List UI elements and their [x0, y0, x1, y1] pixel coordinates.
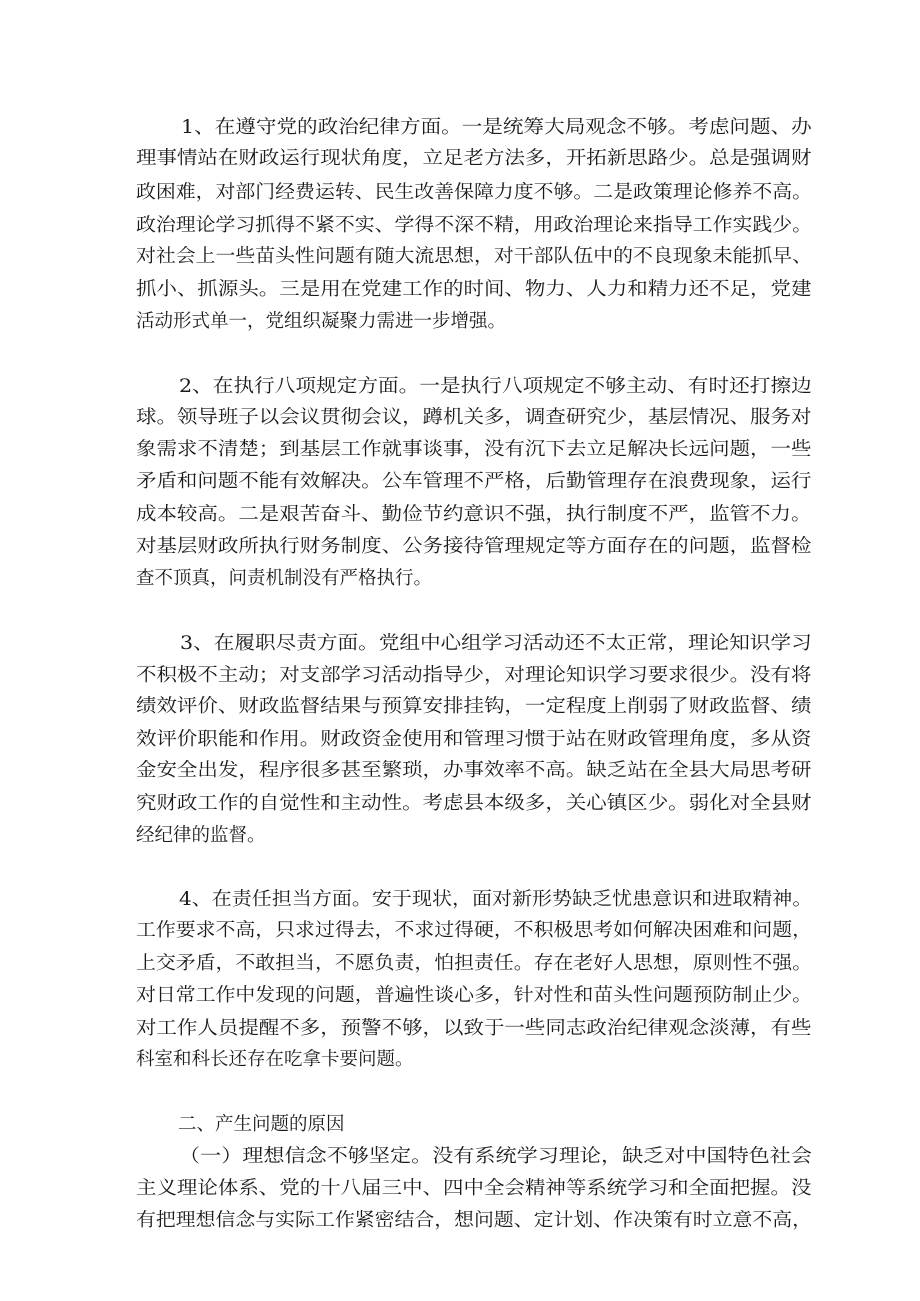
paragraph-1-line: 活动形式单一，党组织凝聚力需进一步增强。 — [136, 311, 507, 332]
paragraph-4-line: 工作要求不高，只求过得去，不求过得硬，不积极思考如何解决困难和问题， — [136, 920, 813, 941]
paragraph-5-line: 有把理想信念与实际工作紧密结合，想问题、定计划、作决策有时立意不高， — [136, 1210, 813, 1231]
paragraph-4-heading-line: 4、在责任担当方面。安于现状，面对新形势缺乏忧患意识和进取精神。 — [179, 889, 813, 910]
paragraph-2-line: 查不顶真，问责机制没有严格执行。 — [136, 568, 433, 589]
paragraph-2-heading-line: 2、在执行八项规定方面。一是执行八项规定不够主动、有时还打擦边 — [179, 376, 812, 397]
paragraph-2-line: 成本较高。二是艰苦奋斗、勤俭节约意识不强，执行制度不严，监管不力。 — [136, 504, 812, 525]
paragraph-3-line: 经纪律的监督。 — [136, 825, 266, 846]
paragraph-3-line: 究财政工作的自觉性和主动性。考虑县本级多，关心镇区少。弱化对全县财 — [136, 793, 812, 814]
paragraph-5-line: 主义理论体系、党的十八届三中、四中全会精神等系统学习和全面把握。没 — [136, 1178, 812, 1199]
paragraph-3-line: 绩效评价、财政监督结果与预算安排挂钩，一定程度上削弱了财政监督、绩 — [136, 696, 812, 717]
paragraph-3-line: 不积极不主动；对支部学习活动指导少，对理论知识学习要求很少。没有将 — [136, 665, 812, 686]
paragraph-4-line: 科室和科长还存在吃拿卡要问题。 — [136, 1049, 414, 1070]
paragraph-5-heading-line: （一）理想信念不够坚定。没有系统学习理论，缺乏对中国特色社会 — [179, 1146, 812, 1167]
paragraph-2-line: 球。领导班子以会议贯彻会议，蹲机关多，调查研究少，基层情况、服务对 — [136, 407, 812, 428]
paragraph-3-line: 效评价职能和作用。财政资金使用和管理习惯于站在财政管理角度，多从资 — [136, 729, 812, 750]
paragraph-2-line: 对基层财政所执行财务制度、公务接待管理规定等方面存在的问题，监督检 — [136, 536, 812, 557]
paragraph-3-line: 金安全出发，程序很多甚至繁琐，办事效率不高。缺乏站在全县大局思考研 — [136, 760, 812, 781]
section-heading: 二、产生问题的原因 — [178, 1114, 345, 1135]
paragraph-4-line: 上交矛盾，不敢担当，不愿负责，怕担责任。存在老好人思想，原则性不强。 — [136, 953, 813, 974]
paragraph-1-line: 理事情站在财政运行现状角度，立足老方法多，开拓新思路少。总是强调财 — [136, 148, 812, 169]
paragraph-1-line: 抓小、抓源头。三是用在党建工作的时间、物力、人力和精力还不足，党建 — [136, 279, 812, 300]
paragraph-4-line: 对日常工作中发现的问题，普遍性谈心多，针对性和苗头性问题预防制止少。 — [136, 985, 813, 1006]
paragraph-3-heading-line: 3、在履职尽责方面。党组中心组学习活动还不太正常，理论知识学习 — [180, 633, 812, 654]
paragraph-1-line: 政困难，对部门经费运转、民生改善保障力度不够。二是政策理论修养不高。 — [136, 182, 813, 203]
paragraph-2-line: 象需求不清楚；到基层工作就事谈事，没有沉下去立足解决长远问题，一些 — [136, 439, 812, 460]
paragraph-2-line: 矛盾和问题不能有效解决。公车管理不严格，后勤管理存在浪费现象，运行 — [136, 471, 812, 492]
paragraph-1-line: 对社会上一些苗头性问题有随大流思想，对干部队伍中的不良现象未能抓早、 — [136, 246, 813, 267]
paragraph-1-line: 政治理论学习抓得不紧不实、学得不深不精，用政治理论来指导工作实践少。 — [136, 215, 813, 236]
paragraph-1-heading-line: 1、在遵守党的政治纪律方面。一是统筹大局观念不够。考虑问题、办 — [181, 117, 812, 138]
paragraph-4-line: 对工作人员提醒不多，预警不够，以致于一些同志政治纪律观念淡薄，有些 — [136, 1018, 812, 1039]
